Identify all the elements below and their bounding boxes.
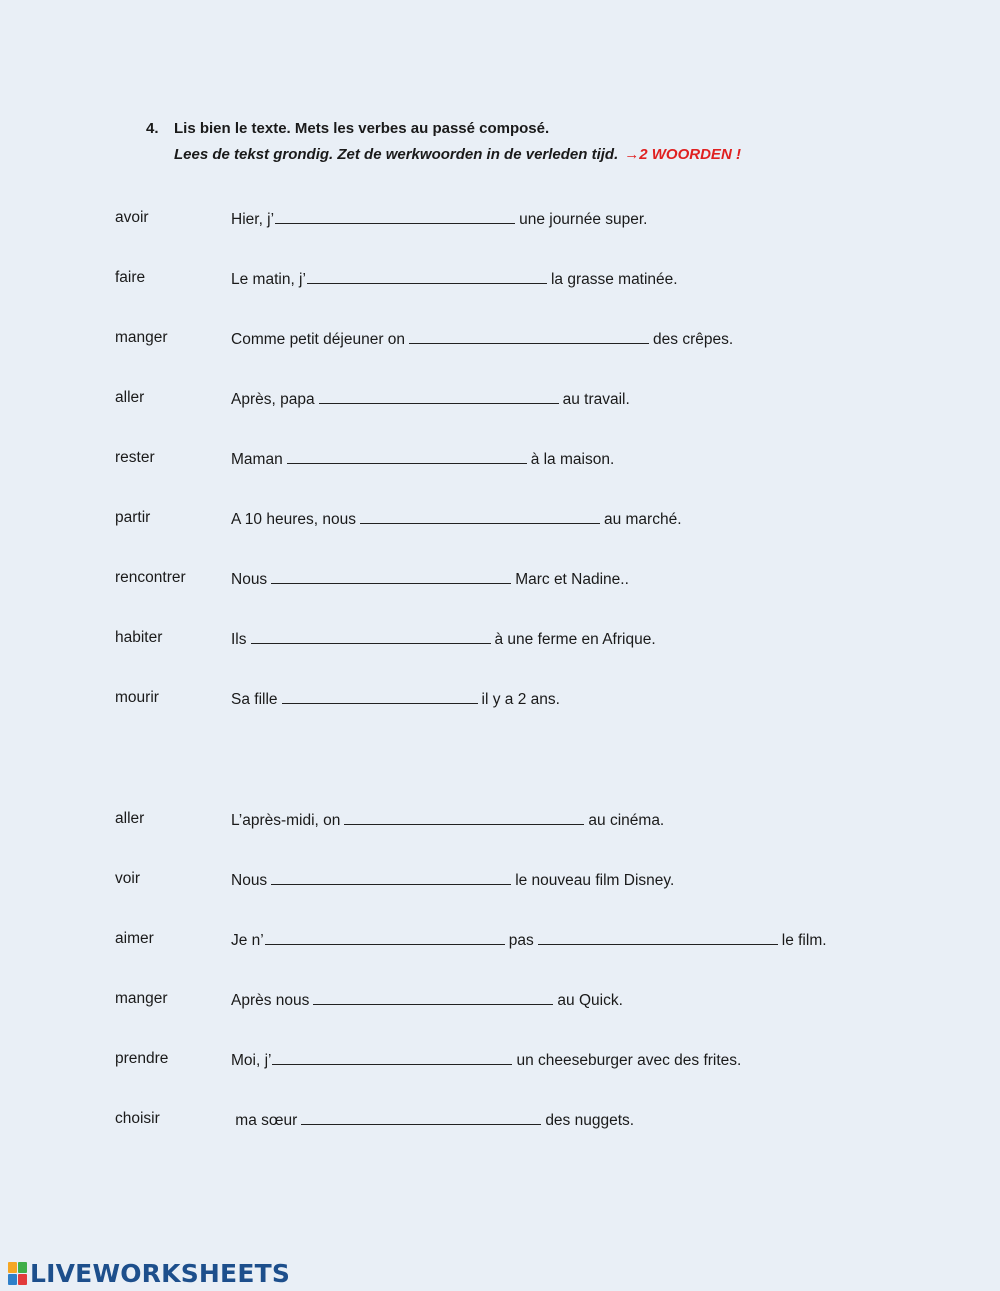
answer-blank[interactable] [409,326,649,344]
logo-square-orange [8,1262,17,1273]
sentence-end: il y a 2 ans. [481,691,560,708]
exercise-number: 4. [146,120,159,137]
verb-infinitive: manger [115,329,168,346]
exercise-row [0,506,1000,530]
instruction-dutch-line [146,142,741,168]
sentence-start: Ils [231,631,247,648]
answer-blank[interactable] [271,566,511,584]
verb-infinitive: voir [115,870,140,887]
sentence [231,987,623,1013]
sentence [231,1047,741,1073]
sentence-start: Je n’ [231,932,264,949]
instruction-french: Lis bien le texte. Mets les verbes au passé composé. [174,120,550,137]
sentence-start: ma sœur [231,1112,298,1129]
instruction-dutch: Lees de tekst grondig. Zet de werkwoorden in de verleden tijd. [174,146,619,163]
answer-blank[interactable] [313,987,553,1005]
verb-infinitive: aller [115,389,145,406]
answer-blank[interactable] [282,686,478,704]
verb-infinitive: manger [115,990,168,1007]
sentence [231,386,630,412]
sentence [231,807,664,833]
logo-square-blue [8,1274,17,1285]
sentence [231,927,827,953]
verb-infinitive: rencontrer [115,569,186,586]
sentence [231,626,656,652]
sentence-start: Comme petit déjeuner on [231,331,406,348]
verb-infinitive: aller [115,810,145,827]
answer-blank[interactable] [271,867,511,885]
sentence-start: Après nous [231,992,310,1009]
verb-infinitive: mourir [115,689,159,706]
answer-blank[interactable] [287,446,527,464]
exercise-row [0,867,1000,891]
answer-blank[interactable] [301,1107,541,1125]
sentence-end: une journée super. [519,211,648,228]
exercise-row [0,686,1000,710]
answer-blank-second[interactable] [538,927,778,945]
exercise-row [0,446,1000,470]
answer-blank[interactable] [272,1047,512,1065]
answer-blank[interactable] [319,386,559,404]
verb-infinitive: faire [115,269,146,286]
two-words-note: →2 WOORDEN ! [624,146,741,163]
sentence-start: Maman [231,451,283,468]
logo-square-green [18,1262,27,1273]
exercise-row [0,266,1000,290]
sentence-end: au cinéma. [588,812,665,829]
exercise-row [0,987,1000,1011]
sentence-end: le nouveau film Disney. [515,872,675,889]
exercise-heading [146,116,741,168]
exercise-row [0,1107,1000,1131]
answer-blank[interactable] [344,807,584,825]
sentence [231,326,733,352]
sentence-start: Moi, j’ [231,1052,272,1069]
answer-blank[interactable] [251,626,491,644]
verb-infinitive: avoir [115,209,149,226]
sentence-start: L’après-midi, on [231,812,341,829]
exercise-row [0,807,1000,831]
verb-infinitive: aimer [115,930,154,947]
sentence [231,566,629,592]
sentence [231,686,560,712]
exercise-row [0,326,1000,350]
exercise-row [0,206,1000,230]
sentence-end: la grasse matinée. [550,271,678,288]
verb-infinitive: partir [115,509,151,526]
sentence-end: au marché. [603,511,682,528]
sentence [231,266,678,292]
sentence-end: au Quick. [557,992,623,1009]
sentence [231,446,614,472]
exercise-row [0,386,1000,410]
sentence [231,1107,634,1133]
sentence-end: à la maison. [530,451,615,468]
sentence-middle: pas [508,932,534,949]
exercise-row [0,1047,1000,1071]
answer-blank[interactable] [360,506,600,524]
sentence-end: des crêpes. [653,331,734,348]
sentence [231,206,647,232]
sentence-start: Hier, j’ [231,211,275,228]
sentence-end: à une ferme en Afrique. [494,631,656,648]
verb-infinitive: habiter [115,629,163,646]
sentence-start: Nous [231,872,268,889]
sentence-end: au travail. [562,391,630,408]
exercise-row [0,927,1000,951]
sentence [231,506,682,532]
sentence-start: Sa fille [231,691,278,708]
sentence-end: des nuggets. [545,1112,635,1129]
sentence-end: Marc et Nadine.. [515,571,629,588]
answer-blank[interactable] [275,206,515,224]
verb-infinitive: choisir [115,1110,160,1127]
exercise-row [0,626,1000,650]
liveworksheets-logo-text: LIVEWORKSHEETS [30,1258,291,1288]
liveworksheets-logo-icon [8,1262,27,1285]
sentence-end: le film. [781,932,827,949]
verb-infinitive: rester [115,449,155,466]
answer-blank[interactable] [307,266,547,284]
sentence-start: A 10 heures, nous [231,511,356,528]
liveworksheets-logo [8,1259,290,1287]
answer-blank[interactable] [265,927,505,945]
sentence-start: Le matin, j’ [231,271,306,288]
sentence-end: un cheeseburger avec des frites. [516,1052,742,1069]
verb-infinitive: prendre [115,1050,169,1067]
exercise-row [0,566,1000,590]
sentence-start: Après, papa [231,391,315,408]
sentence [231,867,674,893]
sentence-start: Nous [231,571,268,588]
logo-square-red [18,1274,27,1285]
